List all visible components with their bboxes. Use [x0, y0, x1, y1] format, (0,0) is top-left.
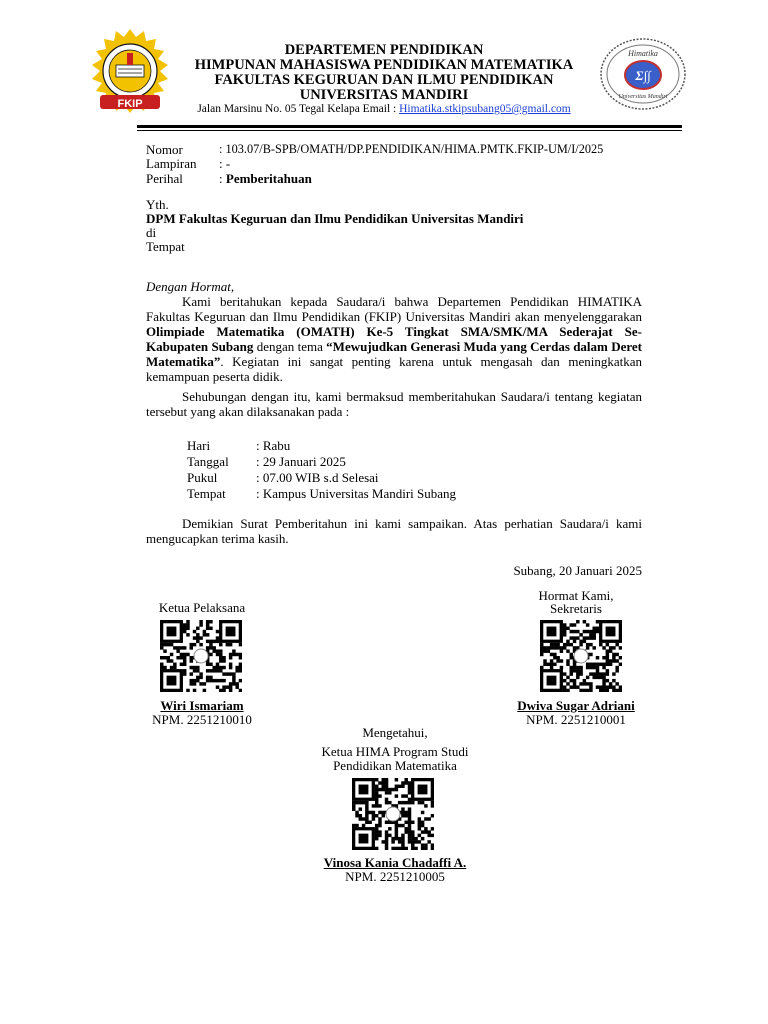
recipient-name: DPM Fakultas Keguruan dan Ilmu Pendidikan Universitas Mandiri [146, 211, 524, 226]
recipient-yth: Yth. [146, 197, 169, 212]
letterhead-line3: FAKULTAS KEGURUAN DAN ILMU PENDIDIKAN [214, 72, 554, 88]
schedule-table [187, 438, 487, 502]
schedule-label: Hari [187, 438, 211, 453]
schedule-row [187, 486, 487, 502]
schedule-label: Tempat [187, 486, 226, 501]
letterhead-line4: UNIVERSITAS MANDIRI [299, 87, 469, 103]
lampiran-value: : - [219, 156, 231, 171]
center-signer-npm: NPM. 2251210005 [345, 869, 445, 884]
schedule-value: : Kampus Universitas Mandiri Subang [256, 486, 457, 501]
perihal-row [219, 171, 312, 186]
logo-right-top: Himatika [628, 49, 658, 58]
perihal-value: Pemberitahuan [225, 171, 312, 186]
perihal-label: Perihal [146, 171, 183, 186]
paragraph-2 [146, 389, 642, 419]
qr-code-right [540, 620, 622, 692]
paragraph-3 [146, 516, 642, 546]
address-text: Jalan Marsinu No. 05 Tegal Kelapa Email : [197, 103, 400, 115]
qr-code-left [160, 620, 242, 692]
p1-text-a: Kami beritahukan kepada Saudara/i bahwa Departemen Pendidikan HIMATIKA Fakultas Keguruan dan Ilmu Pendidikan (FKIP) Universitas Mandiri akan menyelenggarakan [146, 294, 642, 324]
perihal-colon: : [219, 171, 226, 186]
hormat-kami: Hormat Kami, [538, 588, 614, 603]
recipient-tempat: Tempat [146, 239, 185, 254]
schedule-row [187, 438, 487, 454]
center-role-1: Ketua HIMA Program Studi [321, 744, 469, 759]
salutation: Dengan Hormat, [146, 279, 235, 294]
schedule-row [187, 470, 487, 486]
lampiran-label: Lampiran [146, 156, 197, 171]
left-signer-name: Wiri Ismariam [160, 698, 244, 713]
header-rule-thin [137, 130, 682, 131]
p2-text: Sehubungan dengan itu, kami bermaksud memberitahukan Saudara/i tentang kegiatan tersebut yang akan dilaksanakan pada : [146, 389, 642, 419]
p3-text: Demikian Surat Pemberitahun ini kami sampaikan. Atas perhatian Saudara/i kami mengucapkan terima kasih. [146, 516, 642, 546]
left-signer-npm: NPM. 2251210010 [152, 712, 252, 727]
mengetahui: Mengetahui, [362, 725, 428, 740]
letterhead-line2: HIMPUNAN MAHASISWA PENDIDIKAN MATEMATIKA [194, 57, 574, 73]
place-date: Subang, 20 Januari 2025 [513, 563, 642, 578]
p1-text-b: dengan tema [253, 339, 327, 354]
paragraph-1 [146, 294, 642, 384]
p1-bold-event: Olimpiade Matematika (OMATH) Ke-5 Tingkat SMA/SMK/MA Sederajat Se-Kabupaten Subang [146, 324, 642, 354]
schedule-label: Pukul [187, 470, 218, 485]
nomor-value: : 103.07/B-SPB/OMATH/DP.PENDIDIKAN/HIMA.PMTK.FKIP-UM/I/2025 [219, 142, 604, 156]
schedule-value: : Rabu [256, 438, 291, 453]
nomor-label: Nomor [146, 142, 183, 157]
recipient-di: di [146, 225, 157, 240]
schedule-value: : 07.00 WIB s.d Selesai [256, 470, 379, 485]
header-rule-thick [137, 125, 682, 128]
qr-code-center [352, 778, 434, 850]
right-signer-name: Dwiva Sugar Adriani [517, 698, 635, 713]
letterhead-line1: DEPARTEMEN PENDIDIKAN [284, 42, 484, 58]
email-link[interactable]: Himatika.stkipsubang05@gmail.com [399, 103, 571, 115]
letterhead-address [0, 103, 768, 116]
center-signer-name: Vinosa Kania Chadaffi A. [323, 855, 467, 870]
logo-right-mid: Σ∫∫ [635, 68, 651, 83]
logo-left-text: FKIP [117, 98, 143, 110]
left-role: Ketua Pelaksana [158, 600, 246, 615]
p1-text-c: . Kegiatan ini sangat penting karena untuk mengasah dan meningkatkan kemampuan peserta didik. [146, 354, 642, 384]
logo-right-bottom: Universitas Mandiri [618, 94, 668, 100]
schedule-row [187, 454, 487, 470]
right-role: Sekretaris [550, 601, 602, 616]
right-signer-npm: NPM. 2251210001 [526, 712, 626, 727]
schedule-value: : 29 Januari 2025 [256, 454, 346, 469]
p1-bold-theme: “Mewujudkan Generasi Muda yang Cerdas dalam Deret Matematika” [146, 339, 642, 369]
center-role-2: Pendidikan Matematika [333, 758, 457, 773]
schedule-label: Tanggal [187, 454, 229, 469]
